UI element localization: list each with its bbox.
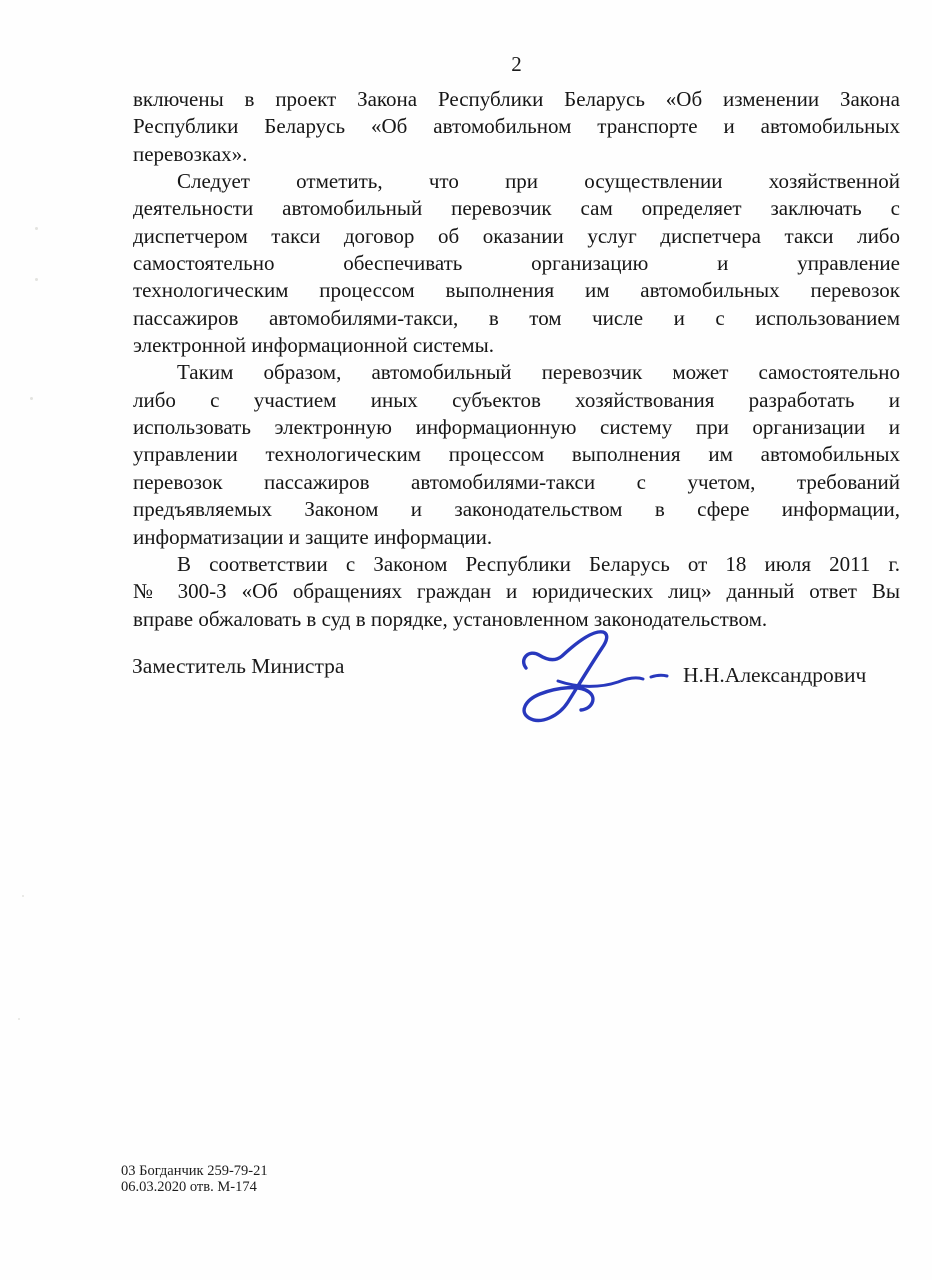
signer-name: Н.Н.Александрович [683,663,867,687]
footer-reference-block [121,1163,268,1195]
scan-speck [30,397,33,400]
text-line: перевозок пассажиров автомобилями-такси с учетом, требований [133,469,900,494]
scan-speck [35,278,38,281]
text-line: электронной информационной системы. [133,333,494,358]
paragraph [133,551,900,633]
handwritten-signature-icon [498,626,683,744]
text-line: использовать электронную информационную систему при организации и [133,415,900,440]
scan-speck [18,1018,20,1020]
text-line: управлении технологическим процессом выполнения им автомобильных [133,442,900,467]
text-line: Республики Беларусь «Об автомобильном транспорте и автомобильных [133,114,900,139]
footer-executor-line: 03 Богданчик 259-79-21 [121,1163,268,1179]
text-line: деятельности автомобильный перевозчик сам определяет заключать с [133,196,900,221]
text-line: информатизации и защите информации. [133,524,493,549]
text-line: Следует отметить, что при осуществлении хозяйственной [177,169,900,194]
text-line: В соответствии с Законом Республики Беларусь от 18 июля 2011 г. [177,551,900,576]
text-line: диспетчером такси договор об оказании услуг диспетчера такси либо [133,223,900,248]
text-line: самостоятельно обеспечивать организацию и управление [133,251,900,276]
text-line: Таким образом, автомобильный перевозчик может самостоятельно [177,360,900,385]
signature-stroke [558,678,643,686]
text-line: либо с участием иных субъектов хозяйствования разработать и [133,387,900,412]
text-line: предъявляемых Законом и законодательством в сфере информации, [133,497,900,522]
paragraph [133,359,900,550]
text-line: вправе обжаловать в суд в порядке, установленном законодательством. [133,606,768,631]
signature-stroke [651,675,667,677]
text-line: включены в проект Закона Республики Беларусь «Об изменении Закона [133,87,900,111]
text-line: технологическим процессом выполнения им автомобильных перевозок [133,278,900,303]
paragraph [133,86,900,168]
document-body [133,86,900,633]
page-number: 2 [511,52,522,76]
scan-speck [35,227,38,230]
text-line: пассажиров автомобилями-такси, в том числе и с использованием [133,305,900,330]
scan-speck [22,895,24,897]
signer-position-title: Заместитель Министра [132,654,345,678]
footer-date-line: 06.03.2020 отв. М-174 [121,1179,257,1195]
signature-stroke [524,632,607,721]
text-line: перевозках». [133,141,248,166]
paragraph [133,168,900,359]
text-line: № 300-З «Об обращениях граждан и юридических лиц» данный ответ Вы [133,579,900,604]
